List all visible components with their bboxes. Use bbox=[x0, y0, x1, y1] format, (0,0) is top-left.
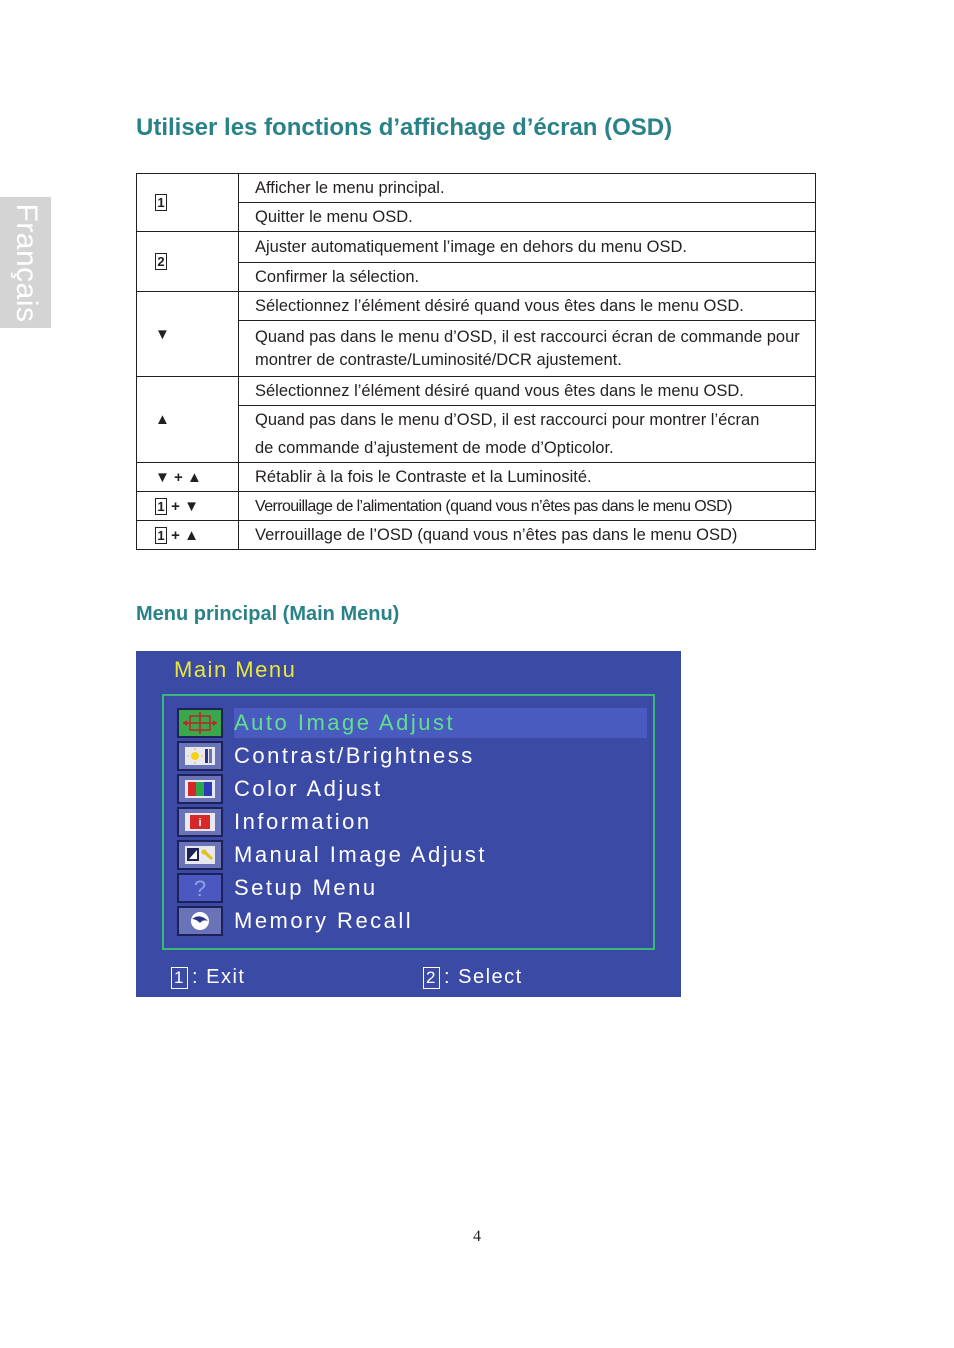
key-cell-down-up: ▼ + ▲ bbox=[137, 463, 239, 492]
desc-cell: Quand pas dans le menu d’OSD, il est raccourci pour montrer l’écran de commande d’ajustement de mode d’Opticolor. bbox=[239, 406, 816, 463]
key-1-box: 1 bbox=[155, 498, 167, 515]
desc-cell: Verrouillage de l’OSD (quand vous n’êtes pas dans le menu OSD) bbox=[239, 521, 816, 550]
menu-item-color-adjust[interactable] bbox=[177, 774, 647, 804]
menu-item-auto-image-adjust[interactable] bbox=[177, 708, 647, 738]
desc-cell: Verrouillage de l’alimentation (quand vous n’êtes pas dans le menu OSD) bbox=[239, 492, 816, 521]
manual-adjust-icon bbox=[177, 840, 223, 870]
key-cell-1-up bbox=[137, 521, 239, 550]
menu-item-memory-recall[interactable] bbox=[177, 906, 647, 936]
desc-cell: Sélectionnez l’élément désiré quand vous êtes dans le menu OSD. bbox=[239, 292, 816, 321]
select-label: : Select bbox=[444, 966, 523, 988]
menu-item-information[interactable] bbox=[177, 807, 647, 837]
osd-key-table bbox=[136, 173, 816, 550]
menu-item-setup-menu[interactable] bbox=[177, 873, 647, 903]
desc-cell: Rétablir à la fois le Contraste et la Luminosité. bbox=[239, 463, 816, 492]
osd-select-hint bbox=[423, 966, 523, 989]
key-cell-down: ▼ bbox=[137, 292, 239, 377]
key-2-box: 2 bbox=[155, 253, 167, 270]
menu-item-label: Setup Menu bbox=[234, 875, 378, 900]
desc-cell: Quitter le menu OSD. bbox=[239, 203, 816, 232]
menu-item-label: Information bbox=[234, 809, 372, 834]
menu-item-label: Memory Recall bbox=[234, 908, 414, 933]
memory-recall-icon bbox=[177, 906, 223, 936]
key-cell bbox=[137, 232, 239, 292]
select-key-box: 2 bbox=[423, 967, 440, 989]
menu-item-label: Auto Image Adjust bbox=[234, 708, 647, 738]
key-1-box: 1 bbox=[155, 527, 167, 544]
key-cell bbox=[137, 174, 239, 232]
menu-item-label: Contrast/Brightness bbox=[234, 743, 475, 768]
menu-item-manual-image-adjust[interactable] bbox=[177, 840, 647, 870]
desc-cell: Sélectionnez l’élément désiré quand vous êtes dans le menu OSD. bbox=[239, 377, 816, 406]
osd-main-menu-screenshot bbox=[136, 651, 681, 997]
page-title: Utiliser les fonctions d’affichage d’écran (OSD) bbox=[136, 114, 673, 141]
key-combo: + ▲ bbox=[167, 526, 199, 544]
color-adjust-icon bbox=[177, 774, 223, 804]
section-title: Menu principal (Main Menu) bbox=[136, 603, 400, 625]
page-number: 4 bbox=[473, 1228, 481, 1245]
menu-item-contrast-brightness[interactable] bbox=[177, 741, 647, 771]
osd-exit-hint bbox=[171, 966, 245, 989]
language-tab-label: Français bbox=[9, 202, 43, 323]
menu-item-label: Color Adjust bbox=[234, 776, 383, 801]
menu-item-label: Manual Image Adjust bbox=[234, 842, 487, 867]
key-cell-1-down bbox=[137, 492, 239, 521]
auto-adjust-icon bbox=[177, 708, 223, 738]
information-icon bbox=[177, 807, 223, 837]
svg-text:i: i bbox=[198, 817, 202, 829]
desc-cell: Afficher le menu principal. bbox=[239, 174, 816, 203]
desc-cell: Quand pas dans le menu d’OSD, il est raccourci écran de commande pour montrer de contraste/Luminosité/DCR ajustement. bbox=[239, 321, 816, 377]
contrast-brightness-icon bbox=[177, 741, 223, 771]
desc-cell: Ajuster automatiquement l’image en dehors du menu OSD. bbox=[239, 232, 816, 263]
key-1-box: 1 bbox=[155, 194, 167, 211]
key-cell-up: ▲ bbox=[137, 377, 239, 463]
svg-text:?: ? bbox=[193, 876, 207, 900]
desc-cell: Confirmer la sélection. bbox=[239, 263, 816, 292]
exit-label: : Exit bbox=[192, 966, 246, 988]
key-combo: + ▼ bbox=[167, 497, 199, 515]
exit-key-box: 1 bbox=[171, 967, 188, 989]
setup-icon bbox=[177, 873, 223, 903]
osd-menu-frame bbox=[162, 694, 655, 950]
osd-title: Main Menu bbox=[174, 657, 297, 682]
language-tab bbox=[0, 197, 51, 328]
